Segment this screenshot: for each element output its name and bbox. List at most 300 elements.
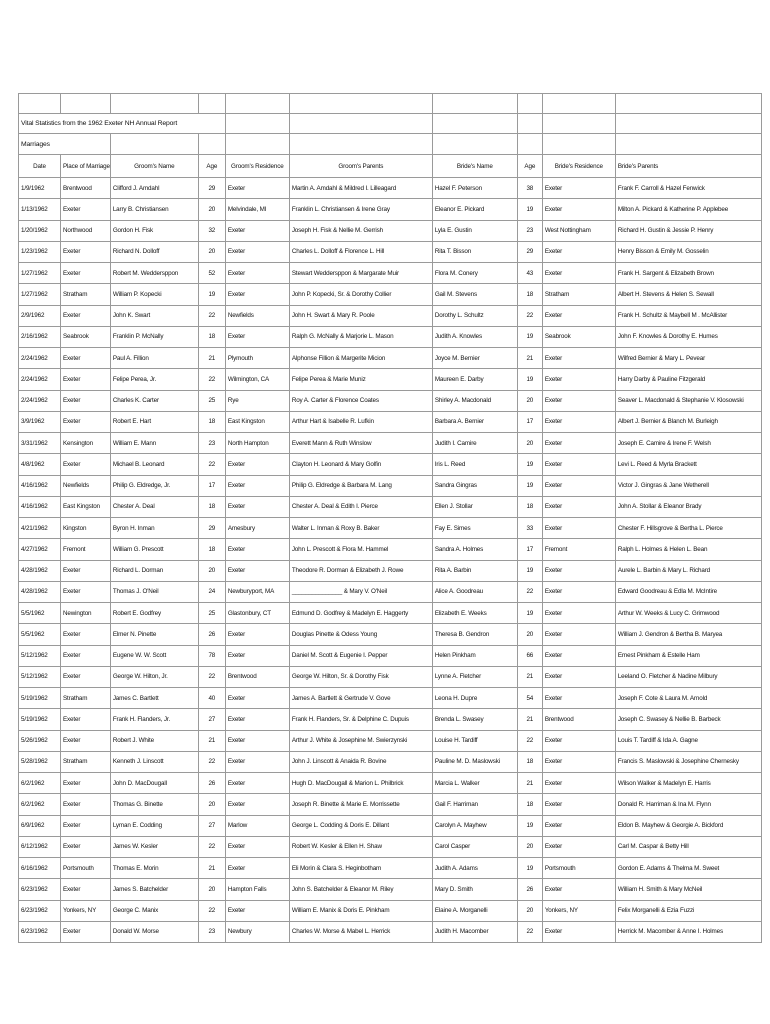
bride-residence-cell: Exeter [542, 496, 615, 517]
bride-name-cell: Maureen E. Darby [432, 369, 517, 390]
groom-parents-cell: Eli Morin & Clara S. Heginbotham [289, 858, 432, 879]
groom-age-cell: 18 [198, 539, 225, 560]
bride-parents-cell: Leeland O. Fletcher & Nadine Milbury [615, 666, 761, 687]
groom-residence-cell: Exeter [225, 475, 289, 496]
bride-residence-cell: Exeter [542, 518, 615, 539]
date-cell: 3/31/1962 [19, 433, 61, 454]
date-cell: 1/9/1962 [19, 178, 61, 199]
groom-name-cell: Franklin P. McNally [110, 326, 198, 347]
bride-age-cell: 19 [517, 326, 542, 347]
groom-name-cell: Chester A. Deal [110, 496, 198, 517]
bride-residence-cell: Exeter [542, 348, 615, 369]
bride-parents-cell: Richard H. Gustin & Jessie P. Henry [615, 220, 761, 241]
groom-residence-cell: Newburyport, MA [225, 581, 289, 602]
groom-name-cell: William E. Mann [110, 433, 198, 454]
groom-parents-cell: Frank H. Flanders, Sr. & Delphine C. Dupuis [289, 709, 432, 730]
bride-residence-cell: Fremont [542, 539, 615, 560]
bride-name-cell: Rita A. Barbin [432, 560, 517, 581]
bride-residence-cell: Exeter [542, 263, 615, 284]
groom-parents-cell: Daniel M. Scott & Eugenie I. Pepper [289, 645, 432, 666]
column-header-row [19, 155, 762, 178]
header-bride-parents: Bride's Parents [615, 155, 761, 178]
place-cell: Stratham [61, 751, 111, 772]
date-cell: 6/23/1962 [19, 900, 61, 921]
groom-age-cell: 29 [198, 518, 225, 539]
groom-parents-cell: John P. Kopecki, Sr. & Dorothy Collier [289, 284, 432, 305]
bride-parents-cell: Francis S. Maslowski & Josephine Chernesky [615, 751, 761, 772]
date-cell: 5/5/1962 [19, 603, 61, 624]
groom-age-cell: 20 [198, 241, 225, 262]
date-cell: 1/27/1962 [19, 284, 61, 305]
groom-name-cell: Frank H. Flanders, Jr. [110, 709, 198, 730]
bride-age-cell: 18 [517, 496, 542, 517]
date-cell: 4/21/1962 [19, 518, 61, 539]
groom-name-cell: Clifford J. Amdahl [110, 178, 198, 199]
groom-residence-cell: Newbury [225, 921, 289, 942]
groom-residence-cell: East Kingston [225, 411, 289, 432]
date-cell: 4/16/1962 [19, 475, 61, 496]
groom-age-cell: 22 [198, 836, 225, 857]
bride-parents-cell: Joseph F. Cote & Laura M. Arnold [615, 688, 761, 709]
bride-parents-cell: Joseph E. Camire & Irene F. Welsh [615, 433, 761, 454]
groom-name-cell: Byron H. Inman [110, 518, 198, 539]
bride-residence-cell: Portsmouth [542, 858, 615, 879]
header-bride-name: Bride's Name [432, 155, 517, 178]
date-cell: 6/23/1962 [19, 879, 61, 900]
groom-age-cell: 21 [198, 858, 225, 879]
table-row [19, 199, 762, 220]
bride-age-cell: 33 [517, 518, 542, 539]
place-cell: Yonkers, NY [61, 900, 111, 921]
groom-residence-cell: Exeter [225, 751, 289, 772]
groom-name-cell: James W. Kesler [110, 836, 198, 857]
groom-parents-cell: Stewart Weddersppon & Margarate Muir [289, 263, 432, 284]
bride-name-cell: Alice A. Goodreau [432, 581, 517, 602]
groom-residence-cell: Exeter [225, 794, 289, 815]
groom-age-cell: 22 [198, 454, 225, 475]
groom-name-cell: William G. Prescott [110, 539, 198, 560]
date-cell: 1/20/1962 [19, 220, 61, 241]
table-row [19, 730, 762, 751]
bride-name-cell: Elaine A. Morganelli [432, 900, 517, 921]
groom-age-cell: 21 [198, 348, 225, 369]
bride-parents-cell: Ernest Pinkham & Estelle Ham [615, 645, 761, 666]
bride-name-cell: Shirley A. Macdonald [432, 390, 517, 411]
date-cell: 1/13/1962 [19, 199, 61, 220]
groom-age-cell: 40 [198, 688, 225, 709]
bride-name-cell: Sandra Gingras [432, 475, 517, 496]
groom-age-cell: 20 [198, 560, 225, 581]
table-row [19, 794, 762, 815]
place-cell: Exeter [61, 666, 111, 687]
groom-parents-cell: Robert W. Kesler & Ellen H. Shaw [289, 836, 432, 857]
place-cell: Exeter [61, 815, 111, 836]
groom-age-cell: 17 [198, 475, 225, 496]
table-row [19, 305, 762, 326]
bride-residence-cell: Exeter [542, 581, 615, 602]
bride-name-cell: Judith A. Adams [432, 858, 517, 879]
bride-age-cell: 18 [517, 794, 542, 815]
groom-age-cell: 29 [198, 178, 225, 199]
bride-parents-cell: John F. Knowles & Dorothy E. Humes [615, 326, 761, 347]
groom-parents-cell: Hugh D. MacDougall & Marion L. Philbrick [289, 773, 432, 794]
table-row [19, 178, 762, 199]
place-cell: Exeter [61, 305, 111, 326]
bride-name-cell: Lynne A. Fletcher [432, 666, 517, 687]
groom-name-cell: Eugene W. W. Scott [110, 645, 198, 666]
groom-name-cell: James C. Bartlett [110, 688, 198, 709]
groom-age-cell: 20 [198, 794, 225, 815]
bride-age-cell: 23 [517, 220, 542, 241]
bride-parents-cell: William H. Smith & Mary McNeil [615, 879, 761, 900]
groom-name-cell: Elmer N. Pinette [110, 624, 198, 645]
groom-name-cell: Robert J. White [110, 730, 198, 751]
bride-parents-cell: Harry Darby & Pauline Fitzgerald [615, 369, 761, 390]
place-cell: Exeter [61, 560, 111, 581]
bride-residence-cell: Stratham [542, 284, 615, 305]
table-row [19, 411, 762, 432]
groom-residence-cell: Exeter [225, 645, 289, 666]
groom-name-cell: William P. Kopecki [110, 284, 198, 305]
bride-residence-cell: Exeter [542, 751, 615, 772]
bride-age-cell: 18 [517, 751, 542, 772]
table-row [19, 666, 762, 687]
table-row [19, 475, 762, 496]
groom-residence-cell: Brentwood [225, 666, 289, 687]
table-row [19, 220, 762, 241]
groom-age-cell: 18 [198, 326, 225, 347]
groom-parents-cell: George W. Hilton, Sr. & Dorothy Fisk [289, 666, 432, 687]
groom-name-cell: Donald W. Morse [110, 921, 198, 942]
groom-residence-cell: Exeter [225, 284, 289, 305]
date-cell: 1/23/1962 [19, 241, 61, 262]
date-cell: 6/2/1962 [19, 773, 61, 794]
groom-name-cell: Kenneth J. Linscott [110, 751, 198, 772]
groom-residence-cell: North Hampton [225, 433, 289, 454]
groom-parents-cell: Martin A. Amdahl & Mildred I. Lilleagard [289, 178, 432, 199]
bride-name-cell: Flora M. Conery [432, 263, 517, 284]
bride-name-cell: Gail F. Harriman [432, 794, 517, 815]
groom-age-cell: 25 [198, 603, 225, 624]
header-groom-age: Age [198, 155, 225, 178]
date-cell: 2/16/1962 [19, 326, 61, 347]
place-cell: Exeter [61, 454, 111, 475]
bride-residence-cell: Exeter [542, 836, 615, 857]
groom-parents-cell: Douglas Pinette & Odess Young [289, 624, 432, 645]
place-cell: Exeter [61, 241, 111, 262]
groom-name-cell: Thomas J. O'Neil [110, 581, 198, 602]
date-cell: 4/27/1962 [19, 539, 61, 560]
bride-parents-cell: Gordon E. Adams & Thelma M. Sweet [615, 858, 761, 879]
bride-age-cell: 20 [517, 433, 542, 454]
groom-parents-cell: Felipe Perea & Marie Muniz [289, 369, 432, 390]
groom-residence-cell: Exeter [225, 496, 289, 517]
section-title: Marriages [19, 134, 111, 155]
groom-name-cell: Robert E. Godfrey [110, 603, 198, 624]
place-cell: Kingston [61, 518, 111, 539]
table-row [19, 900, 762, 921]
date-cell: 5/5/1962 [19, 624, 61, 645]
groom-parents-cell: Walter L. Inman & Roxy B. Baker [289, 518, 432, 539]
place-cell: Exeter [61, 263, 111, 284]
bride-residence-cell: Exeter [542, 624, 615, 645]
groom-parents-cell: _______________ & Mary V. O'Neil [289, 581, 432, 602]
bride-age-cell: 22 [517, 730, 542, 751]
place-cell: Exeter [61, 199, 111, 220]
groom-age-cell: 26 [198, 773, 225, 794]
header-groom-name: Groom's Name [110, 155, 198, 178]
bride-parents-cell: Herrick M. Macomber & Anne I. Holmes [615, 921, 761, 942]
groom-age-cell: 78 [198, 645, 225, 666]
date-cell: 6/9/1962 [19, 815, 61, 836]
groom-age-cell: 23 [198, 921, 225, 942]
bride-name-cell: Barbara A. Bernier [432, 411, 517, 432]
bride-residence-cell: Exeter [542, 178, 615, 199]
date-cell: 6/12/1962 [19, 836, 61, 857]
groom-age-cell: 22 [198, 369, 225, 390]
bride-name-cell: Rita T. Bisson [432, 241, 517, 262]
place-cell: Exeter [61, 348, 111, 369]
place-cell: Seabrook [61, 326, 111, 347]
table-row [19, 369, 762, 390]
groom-parents-cell: Philip G. Eldredge & Barbara M. Lang [289, 475, 432, 496]
groom-parents-cell: Arthur J. White & Josephine M. Swierzynski [289, 730, 432, 751]
table-row [19, 348, 762, 369]
table-row [19, 879, 762, 900]
bride-parents-cell: Eldon B. Mayhew & Georgie A. Bickford [615, 815, 761, 836]
bride-name-cell: Marcia L. Walker [432, 773, 517, 794]
groom-name-cell: Gordon H. Fisk [110, 220, 198, 241]
table-row [19, 560, 762, 581]
groom-name-cell: Robert E. Hart [110, 411, 198, 432]
header-date: Date [19, 155, 61, 178]
date-cell: 5/26/1962 [19, 730, 61, 751]
groom-name-cell: John D. MacDougall [110, 773, 198, 794]
groom-parents-cell: Everett Mann & Ruth Winslow [289, 433, 432, 454]
groom-age-cell: 24 [198, 581, 225, 602]
place-cell: Exeter [61, 921, 111, 942]
bride-age-cell: 19 [517, 603, 542, 624]
place-cell: Northwood [61, 220, 111, 241]
groom-parents-cell: Joseph H. Fisk & Nellie M. Gerrish [289, 220, 432, 241]
groom-age-cell: 52 [198, 263, 225, 284]
bride-residence-cell: Exeter [542, 879, 615, 900]
table-row [19, 921, 762, 942]
bride-name-cell: Judith I. Camire [432, 433, 517, 454]
bride-parents-cell: Edward Goodreau & Edla M. McIntire [615, 581, 761, 602]
place-cell: Exeter [61, 369, 111, 390]
groom-parents-cell: Joseph R. Binette & Marie E. Morrissette [289, 794, 432, 815]
bride-parents-cell: Henry Bisson & Emily M. Gosselin [615, 241, 761, 262]
date-cell: 4/8/1962 [19, 454, 61, 475]
bride-age-cell: 20 [517, 390, 542, 411]
bride-residence-cell: Exeter [542, 730, 615, 751]
groom-name-cell: Thomas E. Morin [110, 858, 198, 879]
blank-row [19, 94, 762, 114]
bride-residence-cell: West Nottingham [542, 220, 615, 241]
table-row [19, 518, 762, 539]
bride-residence-cell: Exeter [542, 454, 615, 475]
bride-parents-cell: William J. Gendron & Bertha B. Maryea [615, 624, 761, 645]
groom-name-cell: Philip G. Eldredge, Jr. [110, 475, 198, 496]
section-row [19, 134, 762, 155]
groom-residence-cell: Glastonbury, CT [225, 603, 289, 624]
bride-name-cell: Helen Pinkham [432, 645, 517, 666]
bride-name-cell: Louise H. Tardiff [432, 730, 517, 751]
groom-age-cell: 26 [198, 624, 225, 645]
table-row [19, 284, 762, 305]
bride-residence-cell: Exeter [542, 390, 615, 411]
bride-parents-cell: Felix Morganelli & Ezia Fuzzi [615, 900, 761, 921]
bride-age-cell: 20 [517, 836, 542, 857]
place-cell: Kensington [61, 433, 111, 454]
bride-age-cell: 26 [517, 879, 542, 900]
bride-name-cell: Dorothy L. Schultz [432, 305, 517, 326]
bride-age-cell: 18 [517, 284, 542, 305]
date-cell: 2/9/1962 [19, 305, 61, 326]
bride-name-cell: Sandra A. Holmes [432, 539, 517, 560]
place-cell: East Kingston [61, 496, 111, 517]
date-cell: 5/19/1962 [19, 709, 61, 730]
place-cell: Portsmouth [61, 858, 111, 879]
bride-name-cell: Iris L. Reed [432, 454, 517, 475]
header-place: Place of Marriage [61, 155, 111, 178]
table-row [19, 496, 762, 517]
bride-parents-cell: Seaver L. Macdonald & Stephanie V. Klosowski [615, 390, 761, 411]
bride-residence-cell: Exeter [542, 369, 615, 390]
date-cell: 6/16/1962 [19, 858, 61, 879]
bride-age-cell: 19 [517, 454, 542, 475]
groom-residence-cell: Hampton Falls [225, 879, 289, 900]
document-title: Vital Statistics from the 1962 Exeter NH Annual Report [19, 114, 226, 134]
table-row [19, 624, 762, 645]
groom-age-cell: 20 [198, 199, 225, 220]
table-row [19, 688, 762, 709]
date-cell: 4/28/1962 [19, 581, 61, 602]
groom-residence-cell: Exeter [225, 858, 289, 879]
groom-parents-cell: Franklin L. Christiansen & Irene Gray [289, 199, 432, 220]
bride-parents-cell: Frank H. Sargent & Elizabeth Brown [615, 263, 761, 284]
place-cell: Exeter [61, 879, 111, 900]
bride-parents-cell: Wilfred Bernier & Mary L. Pevear [615, 348, 761, 369]
bride-residence-cell: Exeter [542, 794, 615, 815]
bride-age-cell: 21 [517, 773, 542, 794]
groom-parents-cell: Theodore R. Dorman & Elizabeth J. Rowe [289, 560, 432, 581]
table-row [19, 645, 762, 666]
bride-age-cell: 21 [517, 709, 542, 730]
date-cell: 5/19/1962 [19, 688, 61, 709]
groom-residence-cell: Marlow [225, 815, 289, 836]
groom-name-cell: Larry B. Christiansen [110, 199, 198, 220]
bride-age-cell: 19 [517, 369, 542, 390]
place-cell: Exeter [61, 773, 111, 794]
bride-age-cell: 19 [517, 475, 542, 496]
bride-age-cell: 43 [517, 263, 542, 284]
bride-parents-cell: Albert H. Stevens & Helen S. Sewall [615, 284, 761, 305]
date-cell: 5/12/1962 [19, 645, 61, 666]
bride-name-cell: Mary D. Smith [432, 879, 517, 900]
bride-age-cell: 21 [517, 348, 542, 369]
bride-residence-cell: Exeter [542, 773, 615, 794]
bride-name-cell: Carol Casper [432, 836, 517, 857]
place-cell: Exeter [61, 709, 111, 730]
date-cell: 5/28/1962 [19, 751, 61, 772]
bride-name-cell: Ellen J. Stollar [432, 496, 517, 517]
groom-name-cell: Richard L. Dorman [110, 560, 198, 581]
bride-age-cell: 29 [517, 241, 542, 262]
groom-parents-cell: Arthur Hart & Isabelle R. Lufkin [289, 411, 432, 432]
bride-parents-cell: Frank H. Schultz & Maybell M . McAllister [615, 305, 761, 326]
groom-name-cell: George W. Hilton, Jr. [110, 666, 198, 687]
groom-residence-cell: Wilmington, CA [225, 369, 289, 390]
bride-residence-cell: Exeter [542, 645, 615, 666]
bride-age-cell: 20 [517, 900, 542, 921]
bride-residence-cell: Exeter [542, 815, 615, 836]
bride-residence-cell: Exeter [542, 475, 615, 496]
place-cell: Exeter [61, 411, 111, 432]
bride-parents-cell: Aurele L. Barbin & Mary L. Richard [615, 560, 761, 581]
bride-name-cell: Judith H. Macomber [432, 921, 517, 942]
groom-parents-cell: John L. Prescott & Flora M. Hammel [289, 539, 432, 560]
bride-residence-cell: Exeter [542, 411, 615, 432]
bride-age-cell: 22 [517, 921, 542, 942]
date-cell: 4/16/1962 [19, 496, 61, 517]
place-cell: Fremont [61, 539, 111, 560]
groom-age-cell: 22 [198, 900, 225, 921]
table-row [19, 581, 762, 602]
groom-age-cell: 19 [198, 284, 225, 305]
date-cell: 2/24/1962 [19, 390, 61, 411]
table-row [19, 858, 762, 879]
groom-age-cell: 21 [198, 730, 225, 751]
groom-parents-cell: James A. Bartlett & Gertrude V. Gove [289, 688, 432, 709]
table-row [19, 603, 762, 624]
bride-residence-cell: Exeter [542, 560, 615, 581]
bride-residence-cell: Exeter [542, 688, 615, 709]
date-cell: 2/24/1962 [19, 369, 61, 390]
groom-residence-cell: Exeter [225, 263, 289, 284]
header-bride-residence: Bride's Residence [542, 155, 615, 178]
bride-parents-cell: Milton A. Pickard & Katherine P. Applebee [615, 199, 761, 220]
groom-parents-cell: Ralph G. McNally & Marjorie L. Mason [289, 326, 432, 347]
groom-parents-cell: William E. Manix & Doris E. Pinkham [289, 900, 432, 921]
bride-residence-cell: Seabrook [542, 326, 615, 347]
table-row [19, 433, 762, 454]
groom-residence-cell: Exeter [225, 326, 289, 347]
bride-parents-cell: Chester F. Hillsgrove & Bertha L. Pierce [615, 518, 761, 539]
groom-name-cell: Felipe Perea, Jr. [110, 369, 198, 390]
groom-age-cell: 27 [198, 709, 225, 730]
bride-parents-cell: Victor J. Gingras & Jane Wetherell [615, 475, 761, 496]
table-row [19, 390, 762, 411]
groom-name-cell: James S. Batchelder [110, 879, 198, 900]
bride-parents-cell: Louis T. Tardiff & Ida A. Gagne [615, 730, 761, 751]
place-cell: Exeter [61, 581, 111, 602]
date-cell: 6/23/1962 [19, 921, 61, 942]
bride-parents-cell: Joseph C. Swasey & Nellie B. Barbeck [615, 709, 761, 730]
groom-parents-cell: Alphonse Fillion & Margerite Micion [289, 348, 432, 369]
groom-residence-cell: Exeter [225, 560, 289, 581]
bride-age-cell: 17 [517, 539, 542, 560]
groom-residence-cell: Exeter [225, 241, 289, 262]
groom-parents-cell: John J. Linscott & Anaida R. Bovine [289, 751, 432, 772]
bride-name-cell: Hazel F. Peterson [432, 178, 517, 199]
groom-residence-cell: Amesbury [225, 518, 289, 539]
bride-name-cell: Theresa B. Gendron [432, 624, 517, 645]
bride-parents-cell: Frank F. Carroll & Hazel Fenwick [615, 178, 761, 199]
bride-age-cell: 38 [517, 178, 542, 199]
groom-parents-cell: Roy A. Carter & Florence Coates [289, 390, 432, 411]
